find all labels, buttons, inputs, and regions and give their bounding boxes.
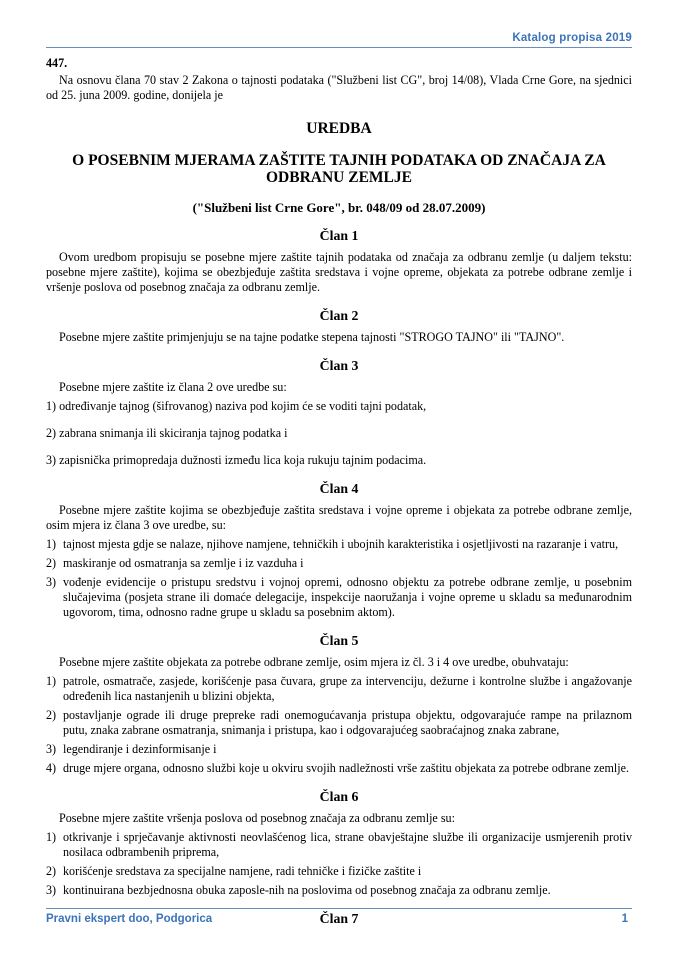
article-2-heading: Član 2 [319, 308, 359, 323]
list-item: 3) zapisnička primopredaja dužnosti između lica koja rukuju tajnim podacima. [46, 453, 427, 468]
list-item-text: vođenje evidencije o pristupu sredstvu i vojnoj opremi, odnosno objektu za potrebe odbrane zemlje, u posebnim slučajevima (posjeta strane ili domaće delegacije, inspekcije naoružanja i vojne opreme u skladu sa međunarodnim ugovorom, tima, odnosno radne grupe u skladu sa posebnim aktom). [63, 575, 632, 620]
list-item [46, 761, 632, 776]
list-item-number: 3) [46, 883, 57, 898]
gazette-reference: ("Službeni list Crne Gore", br. 048/09 od 28.07.2009) [192, 200, 486, 215]
article-7-heading: Član 7 [319, 911, 359, 927]
article-2-text: Posebne mjere zaštite primjenjuju se na tajne podatke stepena tajnosti "STROGO TAJNO" ili "TAJNO". [59, 330, 565, 344]
list-item-text: korišćenje sredstava za specijalne namjene, radi tehničke i fizičke zaštite i [63, 864, 422, 879]
document-subtitle: O POSEBNIM MJERAMA ZAŠTITE TAJNIH PODATAKA OD ZNAČAJA ZA ODBRANU ZEMLJE [72, 152, 606, 186]
list-item-number: 2) [46, 708, 57, 723]
list-item-number: 3) [46, 575, 57, 590]
list-item [46, 537, 632, 552]
page-header [46, 30, 632, 48]
article-5-list [46, 674, 632, 776]
list-item [46, 575, 632, 620]
list-item: 1) određivanje tajnog (šifrovanog) naziva pod kojim će se voditi tajni podatak, [46, 399, 427, 413]
page-footer [46, 908, 632, 927]
list-item [46, 708, 632, 738]
list-item-number: 2) [46, 864, 57, 879]
list-item-text: legendiranje i dezinformisanje i [63, 742, 217, 757]
article-6-text: Posebne mjere zaštite vršenja poslova od posebnog značaja za odbranu zemlje su: [59, 811, 455, 826]
list-item-number: 1) [46, 537, 57, 552]
article-5-heading: Član 5 [319, 633, 359, 649]
list-item-text: patrole, osmatrače, zasjede, korišćenje pasa čuvara, grupe za intervenciju, dežurne i kontrolne službe i angažovanje određenih lica nastanjenih u blizini objekta, [63, 674, 632, 704]
article-6-list [46, 830, 632, 898]
list-item-text: druge mjere organa, odnosno službi koje u okviru svojih nadležnosti vrše zaštitu objekata za potrebe odbrane zemlje. [63, 761, 629, 776]
list-item-number: 4) [46, 761, 57, 776]
article-1-heading: Član 1 [319, 228, 359, 243]
list-item [46, 830, 632, 860]
preamble: Na osnovu člana 70 stav 2 Zakona o tajnosti podataka ("Službeni list CG", broj 14/08), Vlada Crne Gore, na sjednici od 25. juna 2009. godine, donijela je [46, 73, 632, 102]
article-1-text: Ovom uredbom propisuju se posebne mjere zaštite tajnih podataka od značaja za odbranu zemlje (u daljem tekstu: posebne mjere zaštite), kojima se obezbjeđuje zaštita sredstava i vojne opreme, objekata za potrebe odbrane zemlje i vršenje poslova od posebnog značaja za odbranu zemlje. [46, 250, 632, 294]
catalog-title: Katalog propisa 2019 [512, 32, 632, 44]
list-item [46, 674, 632, 704]
list-item-number: 1) [46, 674, 57, 689]
article-3-text: Posebne mjere zaštite iz člana 2 ove uredbe su: [59, 380, 287, 394]
list-item [46, 864, 632, 879]
article-3-heading: Član 3 [319, 358, 359, 373]
article-3-list [46, 399, 632, 468]
article-5-text: Posebne mjere zaštite objekata za potrebe odbrane zemlje, osim mjera iz čl. 3 i 4 ove uredbe, obuhvataju: [59, 655, 569, 670]
list-item-number: 2) [46, 556, 57, 571]
list-item-text: tajnost mjesta gdje se nalaze, njihove namjene, tehničkih i ubojnih karakteristika i osjetljivosti na razaranje i vatru, [63, 537, 619, 552]
list-item-number: 3) [46, 742, 57, 757]
list-item [46, 883, 632, 898]
list-item [46, 556, 632, 571]
list-item-text: kontinuirana bezbjednosna obuka zaposle-nih na poslovima od posebnog značaja za odbranu zemlje. [63, 883, 551, 898]
article-4-text: Posebne mjere zaštite kojima se obezbjeđuje zaštita sredstava i vojne opreme i objekata za potrebe odbrane zemlje, osim mjera iz člana 3 ove uredbe, su: [46, 503, 632, 533]
document-title: UREDBA [306, 120, 372, 137]
article-6-heading: Član 6 [319, 789, 359, 805]
document-number: 447. [46, 56, 68, 70]
list-item-number: 1) [46, 830, 57, 845]
publisher-name: Pravni ekspert doo, Podgorica [46, 913, 213, 925]
list-item-text: otkrivanje i sprječavanje aktivnosti neovlašćenog lica, strane obavještajne službe ili organizacije usmjerenih protiv nosilaca odbrambenih priprema, [63, 830, 632, 860]
list-item [46, 742, 632, 757]
list-item: 2) zabrana snimanja ili skiciranja tajnog podatka i [46, 426, 288, 441]
document-body [46, 56, 632, 933]
article-4-list [46, 537, 632, 620]
list-item-text: postavljanje ograde ili druge prepreke radi onemogućavanja pristupa objektu, odgovarajuće rampe na prilaznom putu, znaka zabrane osmatranja, snimanja i pristupa, kao i odgovarajućeg saobraćajnog znaka zabrane, [63, 708, 632, 738]
page-number: 1 [621, 913, 628, 925]
article-4-heading: Član 4 [319, 481, 359, 497]
list-item-text: maskiranje od osmatranja sa zemlje i iz vazduha i [63, 556, 304, 571]
